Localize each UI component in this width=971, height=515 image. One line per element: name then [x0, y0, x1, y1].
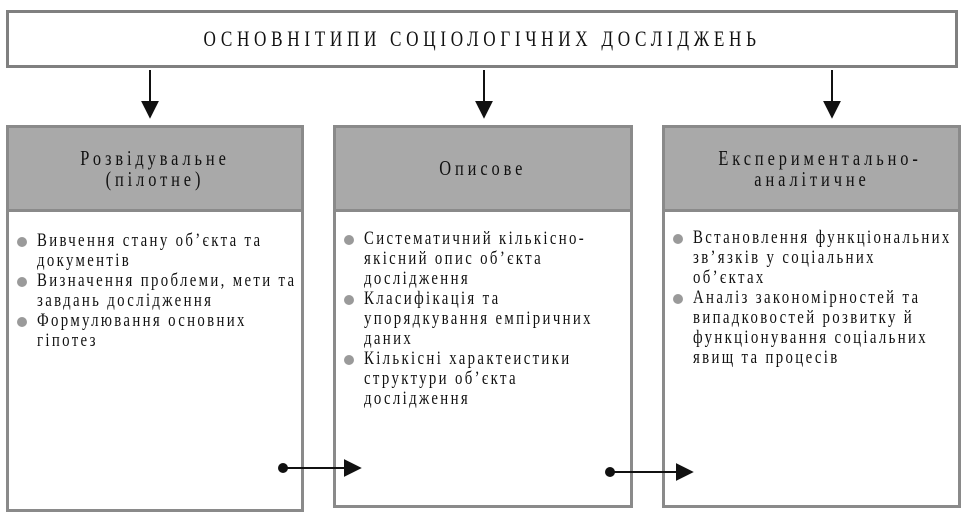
list-item: Систематичний кількісно-якісний опис об’єкта дослідження	[342, 229, 626, 289]
list-item: Класифікація та упорядкування емпіричних даних	[342, 289, 626, 349]
diagram-title: ОСНОВНІТИПИ СОЦІОЛОГІЧНИХ ДОСЛІДЖЕНЬ	[203, 26, 761, 51]
list-item: Формулювання основних гіпотез	[15, 311, 297, 351]
list-item: Вивчення стану об’єкта та документів	[15, 231, 297, 271]
column-descriptive-heading: Описове	[439, 156, 527, 180]
list-item: Кількісні характеистики структури об’єкта дослідження	[342, 349, 626, 409]
list-item: Встановлення функціональних зв’язків у соціальних об’єктах	[671, 228, 954, 288]
list-item: Аналіз закономірностей та випадковостей розвитку й функціонування соціальних явищ та процесів	[671, 288, 954, 368]
column-exploratory-heading: Розвідувальне (пілотне)	[80, 145, 230, 191]
column-experimental-heading: Експериментально-аналітичне	[717, 145, 922, 191]
list-item: Визначення проблеми, мети та завдань дослідження	[15, 271, 297, 311]
